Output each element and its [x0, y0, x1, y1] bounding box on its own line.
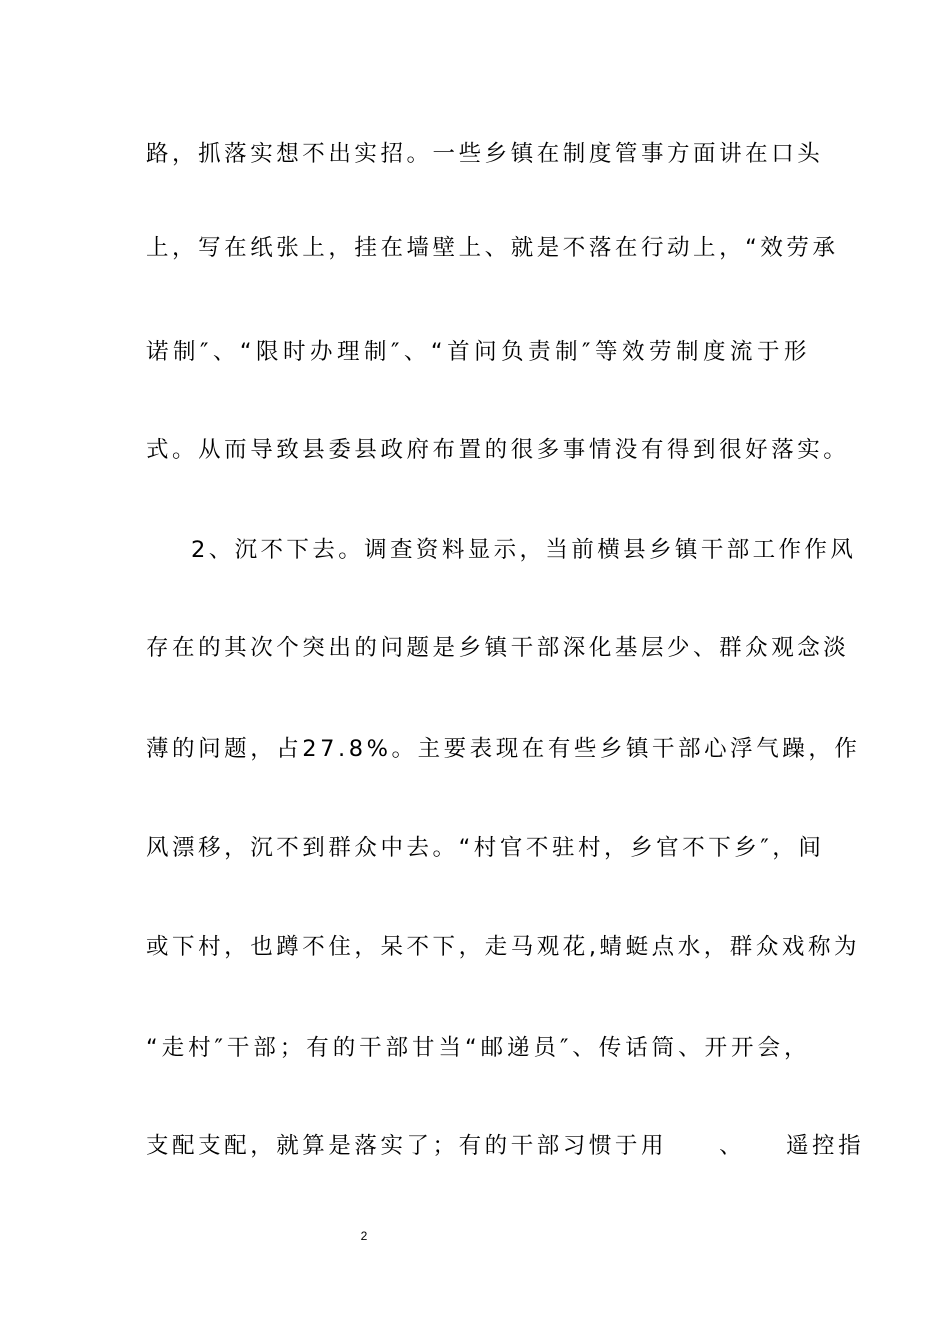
text-line: 式。从而导致县委县政府布置的很多事情没有得到很好落实。	[146, 437, 850, 463]
text-line: 或下村，也蹲不住，呆不下，走马观花,蜻蜓点水，群众戏称为	[146, 934, 861, 960]
text-line: 2、沉不下去。调查资料显示，当前横县乡镇干部工作作风	[191, 537, 857, 563]
text-line: 风漂移，沉不到群众中去。“村官不驻村，乡官不下乡″，间	[146, 835, 825, 861]
text-line: 支配支配，就算是落实了；有的干部习惯于用 、 遥控指	[146, 1133, 865, 1159]
text-line: “走村″干部；有的干部甘当“邮递员″、传话筒、开开会，	[146, 1035, 810, 1061]
text-line: 上，写在纸张上，挂在墙壁上、就是不落在行动上，“效劳承	[146, 235, 839, 261]
text-line: 薄的问题，占27.8%。主要表现在有些乡镇干部心浮气躁，作	[146, 736, 861, 762]
page-number: 2	[360, 1229, 368, 1243]
text-line: 路，抓落实想不出实招。一些乡镇在制度管事方面讲在口头	[146, 141, 824, 167]
text-line: 诺制″、“限时办理制″、“首问负责制″等效劳制度流于形	[146, 339, 810, 365]
text-line: 存在的其次个突出的问题是乡镇干部深化基层少、群众观念淡	[146, 635, 850, 661]
